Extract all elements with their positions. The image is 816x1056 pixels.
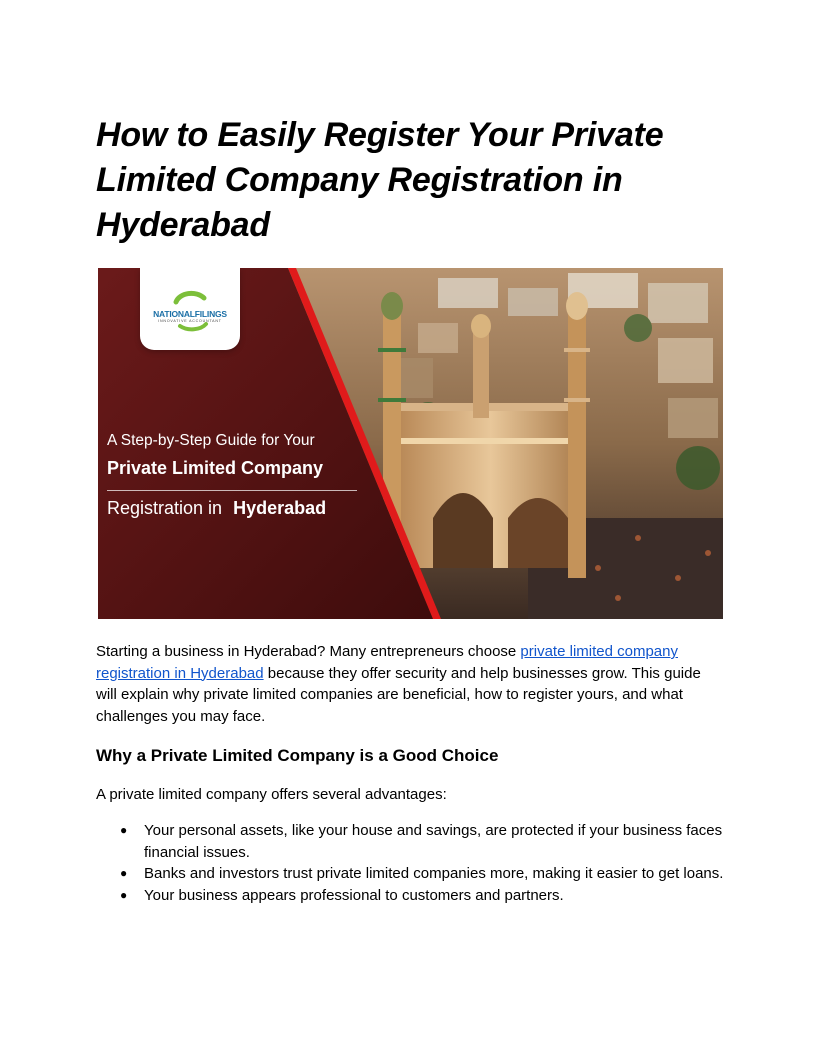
bullet-icon: ● — [120, 823, 128, 837]
list-item-text: Banks and investors trust private limited companies more, making it easier to get loans. — [144, 865, 724, 882]
advantages-list — [96, 820, 724, 906]
bullet-icon: ● — [120, 866, 128, 880]
registration-link[interactable]: private limited company registration in Hyderabad — [96, 643, 678, 682]
hero-registration-city: Hyderabad — [233, 498, 327, 518]
hero-banner-image — [98, 268, 723, 619]
intro-text-after: because they offer security and help businesses grow. This guide will explain why private limited companies are beneficial, how to register yours, and what challenges you may face. — [96, 664, 701, 725]
hero-guide-text: A Step-by-Step Guide for Your — [107, 432, 315, 449]
logo-wordmark: NATIONALFILINGS — [153, 309, 227, 319]
hero-company-text: Private Limited Company — [107, 458, 324, 478]
bullet-icon: ● — [120, 887, 128, 902]
hero-registration-prefix: Registration in — [107, 498, 223, 518]
section-heading: Why a Private Limited Company is a Good Choice — [96, 746, 499, 765]
intro-text-before: Starting a business in Hyderabad? Many entrepreneurs choose — [96, 643, 521, 660]
list-item-text: Your personal assets, like your house and savings, are protected if your business faces financial issues. — [144, 822, 723, 861]
logo-tagline: INNOVATIVE ACCOUNTANT — [158, 319, 222, 323]
hero-registration-text — [107, 498, 326, 519]
list-item — [96, 885, 724, 907]
document-title: How to Easily Register Your Private Limited Company Registration in Hyderabad — [96, 116, 664, 244]
logo-card — [140, 268, 240, 350]
list-item — [96, 820, 724, 863]
hero-divider — [107, 490, 357, 491]
list-item-text: Your business appears professional to customers and partners. — [144, 886, 564, 904]
intro-paragraph — [96, 641, 724, 727]
section-lead: A private limited company offers several advantages: — [96, 786, 447, 803]
list-item — [96, 863, 724, 885]
